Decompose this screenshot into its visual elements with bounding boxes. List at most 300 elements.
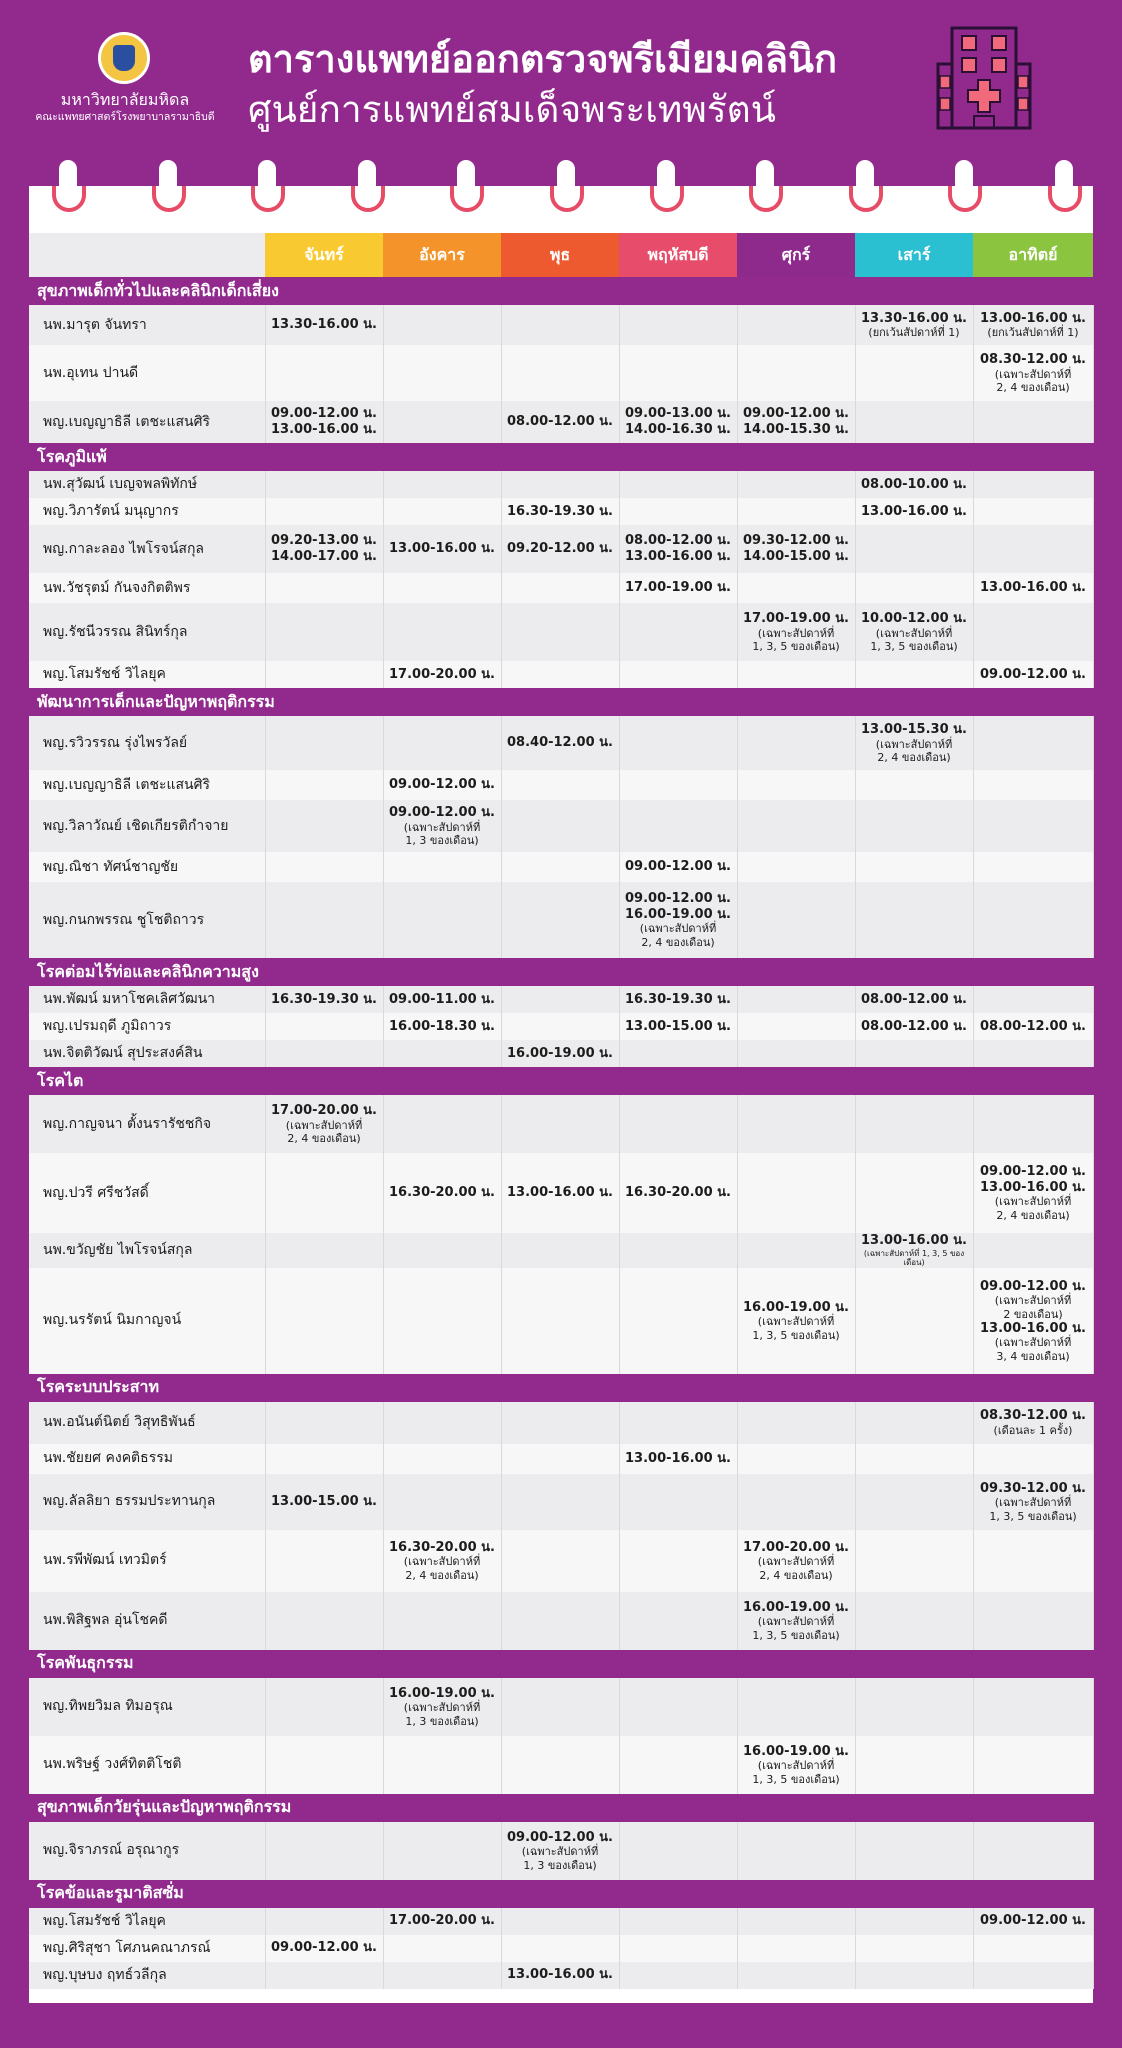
schedule-cell <box>265 1908 383 1935</box>
schedule-cell <box>501 603 619 661</box>
schedule-cell <box>265 770 383 800</box>
schedule-cell <box>501 1153 619 1233</box>
schedule-cell <box>973 603 1093 661</box>
schedule-cell <box>383 1736 501 1794</box>
schedule-cell <box>737 800 855 852</box>
doctor-name: พญ.ทิพยวิมล ทิมอรุณ <box>29 1678 265 1736</box>
schedule-time: 09.00-11.00 น. <box>389 991 495 1007</box>
schedule-cell <box>973 1268 1093 1374</box>
schedule-cell <box>383 345 501 401</box>
schedule-cell <box>501 770 619 800</box>
section-header-row <box>29 958 1093 986</box>
schedule-note: (ยกเว้นสัปดาห์ที่ 1) <box>868 326 960 340</box>
schedule-note: 2 ของเดือน) <box>1003 1307 1063 1321</box>
schedule-cell <box>855 401 973 443</box>
section-header-row <box>29 688 1093 716</box>
schedule-cell <box>855 882 973 958</box>
doctor-name: พญ.นรรัตน์ นิมกาญจน์ <box>29 1268 265 1374</box>
schedule-note: 2, 4 ของเดือน) <box>405 1568 479 1582</box>
schedule-cell <box>619 1040 737 1067</box>
schedule-cell <box>383 1013 501 1040</box>
schedule-note: (เฉพาะสัปดาห์ที่ <box>639 922 717 936</box>
schedule-time: 09.00-12.00 น. <box>980 1278 1086 1294</box>
schedule-cell <box>383 1678 501 1736</box>
doctor-row <box>29 1095 1093 1153</box>
doctor-name: นพ.พริษฐ์ วงศ์ทิตติโชติ <box>29 1736 265 1794</box>
schedule-cell <box>619 1935 737 1962</box>
schedule-cell <box>737 986 855 1013</box>
doctor-row <box>29 1013 1093 1040</box>
schedule-cell <box>619 1736 737 1794</box>
schedule-time: 14.00-17.00 น. <box>271 549 377 564</box>
schedule-cell <box>501 1678 619 1736</box>
schedule-cell <box>383 1474 501 1530</box>
schedule-time: 16.00-19.00 น. <box>507 1045 613 1061</box>
schedule-note: 2, 4 ของเดือน) <box>641 935 715 949</box>
schedule-cell <box>855 471 973 498</box>
schedule-time: 16.00-19.00 น. <box>743 1299 849 1315</box>
day-header: เสาร์ <box>855 233 973 277</box>
doctor-row <box>29 1402 1093 1444</box>
schedule-cell <box>973 1013 1093 1040</box>
section-header-row <box>29 1374 1093 1402</box>
schedule-cell <box>501 852 619 882</box>
doctor-name: นพ.อุเทน ปานดี <box>29 345 265 401</box>
section-title: โรคพันธุกรรม <box>29 1650 1093 1678</box>
schedule-cell <box>855 498 973 525</box>
schedule-cell <box>383 1095 501 1153</box>
schedule-time: 08.00-12.00 น. <box>507 414 613 430</box>
calendar-ring <box>546 150 586 230</box>
university-name: มหาวิทยาลัยมหิดล <box>60 90 190 109</box>
doctor-row <box>29 852 1093 882</box>
schedule-cell <box>501 1013 619 1040</box>
schedule-cell <box>501 1040 619 1067</box>
schedule-time: 09.00-12.00 น. <box>389 805 495 821</box>
doctor-row <box>29 1736 1093 1794</box>
schedule-time: 13.00-16.00 น. <box>271 422 377 437</box>
doctor-name: พญ.กาญจนา ตั้งนรารัชชกิจ <box>29 1095 265 1153</box>
schedule-cell <box>619 1822 737 1880</box>
schedule-time: 16.30-19.30 น. <box>625 991 731 1007</box>
schedule-cell <box>855 716 973 770</box>
schedule-time: 13.00-16.00 น. <box>389 541 495 557</box>
schedule-time: 17.00-20.00 น. <box>389 666 495 682</box>
schedule-note: 1, 3 ของเดือน) <box>405 1714 479 1728</box>
schedule-time: 08.00-10.00 น. <box>861 476 967 492</box>
schedule-time: 09.00-12.00 น. <box>743 406 849 422</box>
schedule-time: 09.00-12.00 น. <box>625 859 731 875</box>
schedule-time: 08.00-12.00 น. <box>980 1018 1086 1034</box>
schedule-cell <box>265 1233 383 1268</box>
university-seal-logo <box>98 32 150 84</box>
schedule-cell <box>737 1444 855 1474</box>
schedule-time: 08.00-12.00 น. <box>625 533 731 549</box>
schedule-cell <box>501 305 619 345</box>
schedule-cell <box>501 1530 619 1592</box>
schedule-cell <box>619 800 737 852</box>
schedule-cell <box>265 1474 383 1530</box>
schedule-cell <box>619 573 737 603</box>
schedule-cell <box>855 573 973 603</box>
schedule-cell <box>619 1962 737 1989</box>
schedule-note: (เฉพาะสัปดาห์ที่ <box>875 626 953 640</box>
doctor-name: พญ.โสมรัชช์ วิไลยุค <box>29 1908 265 1935</box>
schedule-note: (เฉพาะสัปดาห์ที่ <box>757 1615 835 1629</box>
schedule-cell <box>855 1013 973 1040</box>
schedule-cell <box>501 1908 619 1935</box>
schedule-time: 16.30-19.30 น. <box>507 503 613 519</box>
doctor-row <box>29 1592 1093 1650</box>
schedule-note: (เดือนละ 1 ครั้ง) <box>993 1423 1073 1437</box>
day-header: จันทร์ <box>265 233 383 277</box>
schedule-note: 2, 4 ของเดือน) <box>759 1568 833 1582</box>
doctor-row <box>29 1962 1093 1989</box>
schedule-cell <box>265 345 383 401</box>
schedule-cell <box>501 401 619 443</box>
schedule-cell <box>383 1040 501 1067</box>
doctor-name: พญ.กาละลอง ไพโรจน์สกุล <box>29 525 265 573</box>
doctor-row <box>29 716 1093 770</box>
schedule-cell <box>737 852 855 882</box>
schedule-cell <box>737 401 855 443</box>
schedule-cell <box>383 770 501 800</box>
schedule-cell <box>383 800 501 852</box>
schedule-cell <box>855 305 973 345</box>
doctor-row <box>29 401 1093 443</box>
schedule-time: 17.00-20.00 น. <box>389 1913 495 1929</box>
schedule-cell <box>383 882 501 958</box>
doctor-row <box>29 800 1093 852</box>
schedule-cell <box>973 1962 1093 1989</box>
calendar-ring <box>845 150 885 230</box>
schedule-time: 08.30-12.00 น. <box>980 352 1086 368</box>
section-title: สุขภาพเด็กวัยรุ่นและปัญหาพฤติกรรม <box>29 1794 1093 1822</box>
schedule-cell <box>383 1402 501 1444</box>
schedule-note: (เฉพาะสัปดาห์ที่ <box>403 1701 481 1715</box>
doctor-name: นพ.ขวัญชัย ไพโรจน์สกุล <box>29 1233 265 1268</box>
schedule-note: 1, 3, 5 ของเดือน) <box>752 1328 840 1342</box>
section-title: พัฒนาการเด็กและปัญหาพฤติกรรม <box>29 688 1093 716</box>
schedule-cell <box>383 525 501 573</box>
schedule-time: 13.30-16.00 น. <box>861 310 967 326</box>
schedule-cell <box>855 1268 973 1374</box>
schedule-cell <box>265 1268 383 1374</box>
schedule-cell <box>737 305 855 345</box>
day-header: อาทิตย์ <box>973 233 1093 277</box>
hospital-building-icon <box>936 26 1032 132</box>
doctor-row <box>29 498 1093 525</box>
page-title: ตารางแพทย์ออกตรวจพรีเมียมคลินิก <box>248 37 838 81</box>
schedule-cell <box>501 1402 619 1444</box>
schedule-cell <box>737 1474 855 1530</box>
schedule-note: 1, 3, 5 ของเดือน) <box>752 639 840 653</box>
doctor-name: พญ.วิลาวัณย์ เชิดเกียรติกำจาย <box>29 800 265 852</box>
schedule-note: (เฉพาะสัปดาห์ที่ <box>875 737 953 751</box>
doctor-row <box>29 603 1093 661</box>
schedule-cell <box>501 1474 619 1530</box>
schedule-cell <box>973 1908 1093 1935</box>
section-title: โรคระบบประสาท <box>29 1374 1093 1402</box>
doctor-name: นพ.จิตติวัฒน์ สุประสงค์สิน <box>29 1040 265 1067</box>
section-title: สุขภาพเด็กทั่วไปและคลินิกเด็กเสี่ยง <box>29 277 1093 305</box>
day-header-row <box>29 233 1093 277</box>
schedule-cell <box>501 1444 619 1474</box>
doctor-row <box>29 1474 1093 1530</box>
schedule-cell <box>737 1402 855 1444</box>
doctor-name: นพ.สุวัฒน์ เบญจพลพิทักษ์ <box>29 471 265 498</box>
schedule-cell <box>619 1908 737 1935</box>
schedule-note: (เฉพาะสัปดาห์ที่ <box>757 1759 835 1773</box>
schedule-cell <box>501 525 619 573</box>
schedule-cell <box>973 1402 1093 1444</box>
schedule-cell <box>973 345 1093 401</box>
page-subtitle: ศูนย์การแพทย์สมเด็จพระเทพรัตน์ <box>248 88 776 131</box>
doctor-name: พญ.กนกพรรณ ชูโชติถาวร <box>29 882 265 958</box>
schedule-cell <box>855 603 973 661</box>
doctor-row <box>29 573 1093 603</box>
schedule-time: 13.00-16.00 น. <box>980 580 1086 596</box>
calendar-ring <box>1044 150 1084 230</box>
doctor-row <box>29 770 1093 800</box>
doctor-row <box>29 986 1093 1013</box>
doctor-row <box>29 1040 1093 1067</box>
doctor-row <box>29 1935 1093 1962</box>
schedule-cell <box>265 1013 383 1040</box>
schedule-time: 13.00-16.00 น. <box>980 310 1086 326</box>
schedule-cell <box>383 401 501 443</box>
schedule-cell <box>619 1268 737 1374</box>
doctor-name: พญ.วิภารัตน์ มนุญากร <box>29 498 265 525</box>
schedule-cell <box>619 1678 737 1736</box>
schedule-cell <box>855 986 973 1013</box>
schedule-cell <box>265 401 383 443</box>
schedule-cell <box>737 1013 855 1040</box>
schedule-cell <box>973 498 1093 525</box>
schedule-cell <box>383 1962 501 1989</box>
schedule-cell <box>619 716 737 770</box>
doctor-name: นพ.รพีพัฒน์ เทวมิตร์ <box>29 1530 265 1592</box>
schedule-cell <box>855 1474 973 1530</box>
schedule-time: 16.00-19.00 น. <box>743 1743 849 1759</box>
schedule-cell <box>855 661 973 688</box>
schedule-cell <box>855 1530 973 1592</box>
schedule-cell <box>501 800 619 852</box>
schedule-cell <box>855 1444 973 1474</box>
schedule-cell <box>265 716 383 770</box>
schedule-time: 08.30-12.00 น. <box>980 1408 1086 1424</box>
schedule-time: 16.30-19.30 น. <box>271 991 377 1007</box>
schedule-cell <box>501 882 619 958</box>
schedule-time: 08.40-12.00 น. <box>507 735 613 751</box>
doctor-row <box>29 1268 1093 1374</box>
schedule-cell <box>737 498 855 525</box>
schedule-cell <box>619 852 737 882</box>
section-title: โรคข้อและรูมาติสซั่ม <box>29 1880 1093 1908</box>
schedule-cell <box>501 573 619 603</box>
doctor-row <box>29 1822 1093 1880</box>
doctor-name: พญ.ลัลลิยา ธรรมประทานกุล <box>29 1474 265 1530</box>
schedule-cell <box>265 1962 383 1989</box>
day-header: พฤหัสบดี <box>619 233 737 277</box>
schedule-cell <box>383 1592 501 1650</box>
doctor-name: นพ.ชัยยศ คงคติธรรม <box>29 1444 265 1474</box>
schedule-note: 2, 4 ของเดือน) <box>877 750 951 764</box>
schedule-time: 09.00-12.00 น. <box>271 1940 377 1956</box>
doctor-name: นพ.มารุต จันทรา <box>29 305 265 345</box>
schedule-time: 14.00-15.00 น. <box>743 549 849 564</box>
schedule-cell <box>619 1592 737 1650</box>
schedule-cell <box>265 882 383 958</box>
doctor-name: นพ.พัฒน์ มหาโชคเลิศวัฒนา <box>29 986 265 1013</box>
schedule-time: 08.00-12.00 น. <box>861 1018 967 1034</box>
doctor-name: พญ.เปรมฤดี ภูมิถาวร <box>29 1013 265 1040</box>
doctor-name: พญ.ศิริสุชา โศภนคณาภรณ์ <box>29 1935 265 1962</box>
schedule-cell <box>265 1935 383 1962</box>
schedule-time: 17.00-20.00 น. <box>743 1539 849 1555</box>
schedule-cell <box>383 498 501 525</box>
doctor-name: พญ.ณิชา ทัศน์ชาญชัย <box>29 852 265 882</box>
section-header-row <box>29 1650 1093 1678</box>
doctor-row <box>29 305 1093 345</box>
section-header-row <box>29 443 1093 471</box>
schedule-cell <box>737 716 855 770</box>
schedule-cell <box>973 852 1093 882</box>
schedule-cell <box>973 1474 1093 1530</box>
doctor-row <box>29 882 1093 958</box>
schedule-cell <box>737 573 855 603</box>
schedule-cell <box>383 305 501 345</box>
schedule-cell <box>619 498 737 525</box>
schedule-cell <box>973 525 1093 573</box>
schedule-cell <box>265 1095 383 1153</box>
schedule-time: 13.00-16.00 น. <box>507 1967 613 1983</box>
schedule-cell <box>383 471 501 498</box>
schedule-time: 13.00-16.00 น. <box>625 549 731 564</box>
doctor-name: พญ.รัชนีวรรณ สินิทร์กุล <box>29 603 265 661</box>
schedule-cell <box>265 1736 383 1794</box>
calendar-ring <box>347 150 387 230</box>
schedule-cell <box>855 1040 973 1067</box>
doctor-name: พญ.เบญญาธิลี เตชะแสนศิริ <box>29 770 265 800</box>
doctor-name: พญ.โสมรัชช์ วิไลยุค <box>29 661 265 688</box>
doctor-name: พญ.บุษบง ฤทธ์วลีกุล <box>29 1962 265 1989</box>
schedule-cell <box>383 1935 501 1962</box>
schedule-cell <box>619 525 737 573</box>
schedule-time: 09.00-12.00 น. <box>507 1829 613 1845</box>
schedule-cell <box>501 471 619 498</box>
calendar-ring <box>148 150 188 230</box>
schedule-cell <box>619 770 737 800</box>
doctor-name: นพ.วัชรุตม์ กันจงกิตติพร <box>29 573 265 603</box>
schedule-cell <box>265 305 383 345</box>
schedule-cell <box>855 800 973 852</box>
schedule-cell <box>265 573 383 603</box>
schedule-cell <box>973 1935 1093 1962</box>
schedule-cell <box>855 852 973 882</box>
schedule-time: 08.00-12.00 น. <box>861 991 967 1007</box>
schedule-cell <box>501 1736 619 1794</box>
schedule-cell <box>973 401 1093 443</box>
schedule-cell <box>619 882 737 958</box>
schedule-cell <box>619 1013 737 1040</box>
schedule-cell <box>973 305 1093 345</box>
schedule-cell <box>855 1233 973 1268</box>
schedule-note: 2, 4 ของเดือน) <box>287 1131 361 1145</box>
schedule-cell <box>501 1268 619 1374</box>
schedule-cell <box>973 471 1093 498</box>
doctor-name: พญ.จิราภรณ์ อรุณากูร <box>29 1822 265 1880</box>
section-header-row <box>29 1880 1093 1908</box>
schedule-time: 13.00-16.00 น. <box>507 1185 613 1201</box>
faculty-name: คณะแพทยศาสตร์โรงพยาบาลรามาธิบดี <box>35 111 215 123</box>
schedule-note: (ยกเว้นสัปดาห์ที่ 1) <box>987 326 1079 340</box>
schedule-cell <box>973 1153 1093 1233</box>
calendar-ring <box>944 150 984 230</box>
calendar-ring <box>247 150 287 230</box>
schedule-cell <box>501 1822 619 1880</box>
schedule-cell <box>737 1153 855 1233</box>
schedule-cell <box>737 1935 855 1962</box>
schedule-cell <box>855 1095 973 1153</box>
schedule-cell <box>501 345 619 401</box>
header-blank <box>29 233 265 277</box>
schedule-time: 09.00-12.00 น. <box>271 406 377 422</box>
doctor-row <box>29 525 1093 573</box>
schedule-time: 10.00-12.00 น. <box>861 611 967 627</box>
schedule-cell <box>973 1822 1093 1880</box>
schedule-note: (เฉพาะสัปดาห์ที่ <box>994 1294 1072 1308</box>
schedule-note: (เฉพาะสัปดาห์ที่ <box>285 1118 363 1132</box>
schedule-time: 16.00-19.00 น. <box>743 1599 849 1615</box>
schedule-cell <box>737 882 855 958</box>
calendar-ring <box>745 150 785 230</box>
schedule-cell <box>501 1095 619 1153</box>
schedule-note: 1, 3 ของเดือน) <box>405 833 479 847</box>
schedule-cell <box>265 498 383 525</box>
schedule-time: 16.00-18.30 น. <box>389 1018 495 1034</box>
schedule-time: 14.00-16.30 น. <box>625 422 731 437</box>
schedule-time: 17.00-20.00 น. <box>271 1103 377 1119</box>
schedule-time: 13.30-16.00 น. <box>271 317 377 333</box>
schedule-time: 09.00-12.00 น. <box>389 777 495 793</box>
schedule-cell <box>619 1233 737 1268</box>
schedule-cell <box>501 1962 619 1989</box>
schedule-cell <box>619 1153 737 1233</box>
schedule-cell <box>383 1268 501 1374</box>
schedule-cell <box>737 1095 855 1153</box>
schedule-note: 1, 3, 5 ของเดือน) <box>870 639 958 653</box>
schedule-time: 14.00-15.30 น. <box>743 422 849 437</box>
schedule-time: 16.30-20.00 น. <box>389 1185 495 1201</box>
schedule-cell <box>973 1530 1093 1592</box>
schedule-time: 13.00-16.00 น. <box>625 1450 731 1466</box>
schedule-cell <box>855 1822 973 1880</box>
schedule-cell <box>855 770 973 800</box>
schedule-cell <box>619 401 737 443</box>
schedule-cell <box>619 345 737 401</box>
schedule-note: (เฉพาะสัปดาห์ที่ 1, 3, 5 ของเดือน) <box>863 1248 965 1268</box>
schedule-cell <box>737 1962 855 1989</box>
schedule-time: 09.00-12.00 น. <box>625 891 731 907</box>
schedule-cell <box>973 716 1093 770</box>
schedule-time: 09.30-12.00 น. <box>743 533 849 549</box>
calendar-ring <box>48 150 88 230</box>
schedule-time: 09.00-12.00 น. <box>980 1164 1086 1180</box>
doctor-row <box>29 1908 1093 1935</box>
schedule-cell <box>619 661 737 688</box>
schedule-cell <box>737 345 855 401</box>
